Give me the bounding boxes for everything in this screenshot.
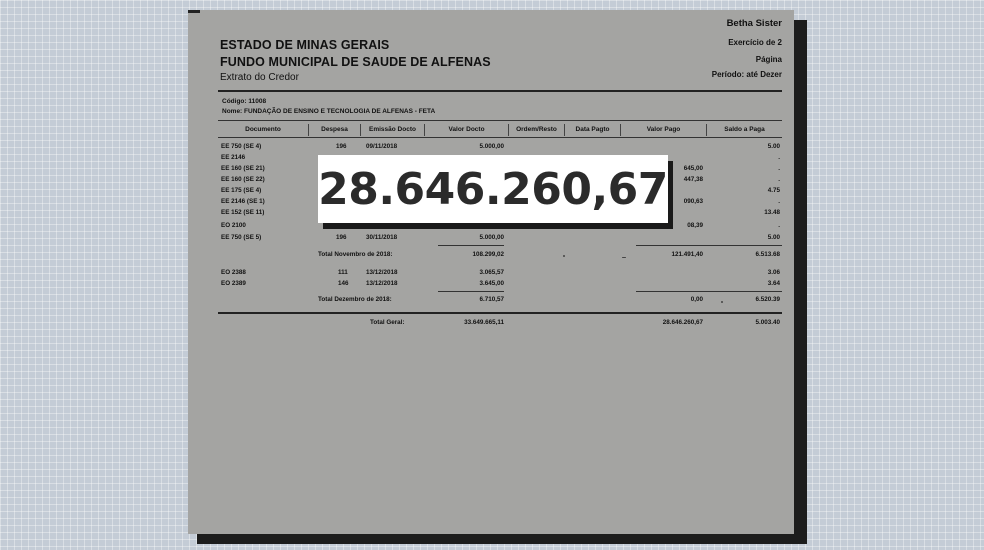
total-nov-label: Total Novembro de 2018: xyxy=(318,251,393,258)
total-dez-saldo: 6.520.39 xyxy=(755,296,780,303)
total-dez-pago: 0,00 xyxy=(690,296,703,303)
row-saldo: 4.75 xyxy=(767,187,780,194)
subtotal-rule-valor-dez xyxy=(438,291,504,292)
row-pago: 645,00 xyxy=(683,165,703,172)
row-pago: 447,38 xyxy=(683,176,703,183)
row-doc: EE 2146 (SE 1) xyxy=(221,198,265,205)
header-exercise: Exercício de 2 xyxy=(728,38,782,47)
row-emissao: 30/11/2018 xyxy=(366,234,398,241)
row-emissao: 13/12/2018 xyxy=(366,280,398,287)
header-rule xyxy=(218,90,782,92)
row-saldo: 3.06 xyxy=(767,269,780,276)
row-valor: 5.000,00 xyxy=(479,234,504,241)
row-doc: EE 175 (SE 4) xyxy=(221,187,262,194)
row-doc: EE 160 (SE 22) xyxy=(221,176,265,183)
creditor-code: 11008 xyxy=(248,98,267,105)
header-period: Período: até Dezer xyxy=(711,70,782,79)
row-doc: EO 2388 xyxy=(221,269,246,276)
col-header-saldo: Saldo a Paga xyxy=(706,124,782,136)
row-doc: EE 160 (SE 21) xyxy=(221,165,265,172)
scan-speck xyxy=(563,255,565,257)
row-saldo: 13.48 xyxy=(764,209,780,216)
row-saldo: . xyxy=(778,176,780,183)
col-header-emissao: Emissão Docto xyxy=(360,124,424,136)
subtotal-rule-pago-dez xyxy=(636,291,782,292)
row-emissao: 13/12/2018 xyxy=(366,269,398,276)
row-valor: 3.645,00 xyxy=(479,280,504,287)
col-header-data-pagto: Data Pagto xyxy=(564,124,620,136)
row-doc: EE 750 (SE 5) xyxy=(221,234,262,241)
total-nov-pago: 121.491,40 xyxy=(671,251,703,258)
creditor-code-label: Código: xyxy=(222,98,247,105)
row-saldo: . xyxy=(778,222,780,229)
table-header-rule xyxy=(218,137,782,138)
highlight-amount: 28.646.260,67 xyxy=(318,155,668,223)
row-saldo: 5.00 xyxy=(767,234,780,241)
row-despesa: 111 xyxy=(338,269,348,276)
col-header-ordem: Ordem/Resto xyxy=(508,124,564,136)
total-dez-label: Total Dezembro de 2018: xyxy=(318,296,392,303)
row-saldo: . xyxy=(778,165,780,172)
header-page: Página xyxy=(755,55,782,64)
row-emissao: 09/11/2018 xyxy=(366,143,398,150)
subtotal-rule-valor xyxy=(438,245,504,246)
col-header-valor-docto: Valor Docto xyxy=(424,124,508,136)
row-saldo: . xyxy=(778,198,780,205)
col-header-despesa: Despesa xyxy=(308,124,360,136)
grand-total-rule xyxy=(218,312,782,314)
row-doc: EO 2389 xyxy=(221,280,246,287)
row-saldo: 3.64 xyxy=(767,280,780,287)
header-subtitle: Extrato do Credor xyxy=(220,72,299,83)
total-nov-saldo: 6.513.68 xyxy=(755,251,780,258)
grand-total-valor: 33.649.665,11 xyxy=(464,319,504,326)
document-page xyxy=(188,10,794,534)
grand-total-label: Total Geral: xyxy=(370,319,405,326)
creditor-code-row xyxy=(222,98,266,105)
row-despesa: 196 xyxy=(336,234,347,241)
row-despesa: 196 xyxy=(336,143,347,150)
creditor-name: FUNDAÇÃO DE ENSINO E TECNOLOGIA DE ALFENAS - FETA xyxy=(244,108,436,115)
row-doc: EO 2100 xyxy=(221,222,246,229)
subtotal-rule-pago xyxy=(636,245,782,246)
creditor-name-row xyxy=(222,108,435,115)
grand-total-saldo: 5.003.40 xyxy=(755,319,780,326)
row-pago: 08,39 xyxy=(687,222,703,229)
corner-mark xyxy=(188,10,200,13)
row-saldo: . xyxy=(778,154,780,161)
header-title-state: ESTADO DE MINAS GERAIS xyxy=(220,38,390,52)
scan-speck xyxy=(622,257,626,258)
row-doc: EE 750 (SE 4) xyxy=(221,143,262,150)
row-doc: EE 2146 xyxy=(221,154,246,161)
table-top-rule xyxy=(218,120,782,121)
total-nov-valor: 108.299,02 xyxy=(472,251,504,258)
total-dez-valor: 6.710,57 xyxy=(479,296,504,303)
row-despesa: 146 xyxy=(338,280,349,287)
creditor-name-label: Nome: xyxy=(222,108,243,115)
row-pago: 090,63 xyxy=(683,198,703,205)
row-valor: 5.000,00 xyxy=(479,143,504,150)
grand-total-pago: 28.646.260,67 xyxy=(662,319,703,326)
scan-speck xyxy=(721,301,723,303)
header-title-fund: FUNDO MUNICIPAL DE SAUDE DE ALFENAS xyxy=(220,55,491,69)
col-header-documento: Documento xyxy=(245,126,281,133)
row-doc: EE 152 (SE 11) xyxy=(221,209,265,216)
row-saldo: 5.00 xyxy=(767,143,780,150)
header-system-name: Betha Sister xyxy=(726,18,782,29)
row-valor: 3.065,57 xyxy=(479,269,504,276)
col-header-valor-pago: Valor Pago xyxy=(620,124,706,136)
